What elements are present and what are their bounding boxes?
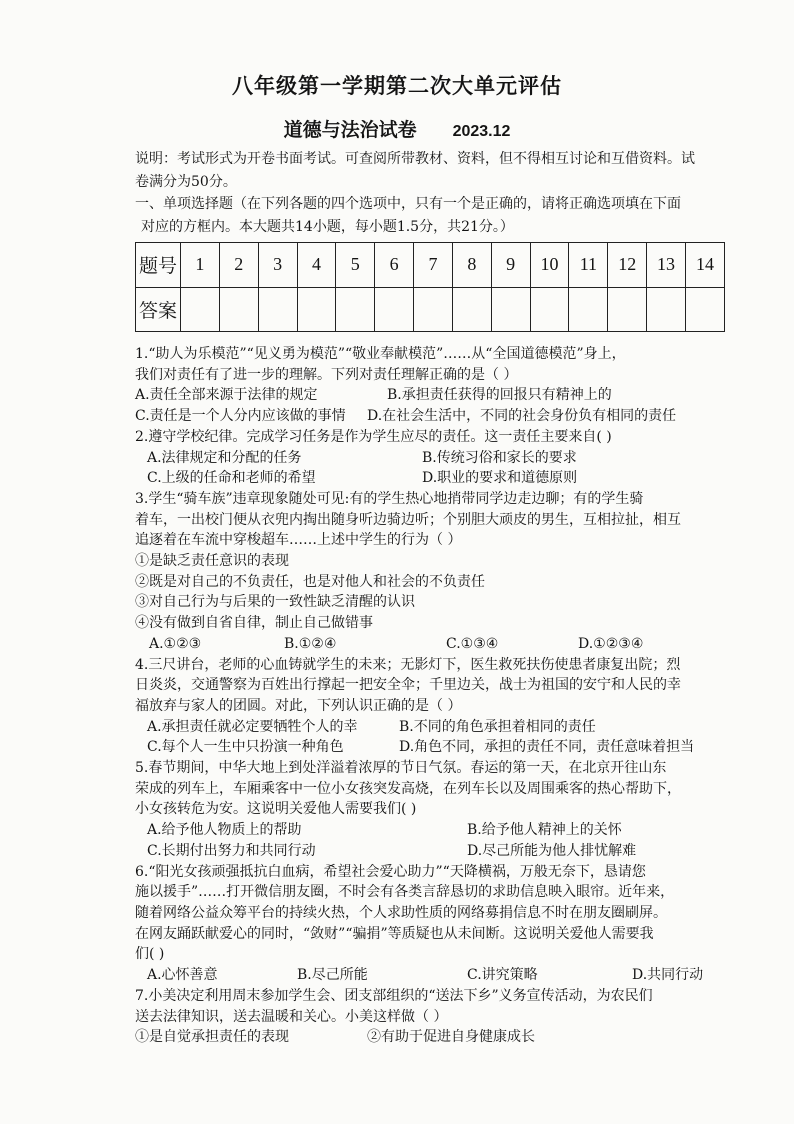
section-heading: 一、单项选择题（在下列各题的四个选项中，只有一个是正确的，请将正确选项填在下面 bbox=[135, 196, 681, 212]
question-3-option-d: D.①②③④ bbox=[578, 635, 644, 652]
question-3-options-row bbox=[135, 634, 735, 655]
question-6-stem: 施以援手”……打开微信朋友圈，不时会有各类言辞恳切的求助信息映入眼帘。近年来， bbox=[135, 884, 675, 901]
question-7-statement: ②有助于促进自身健康成长 bbox=[367, 1029, 535, 1046]
question-5-option-a: A.给予他人物质上的帮助 bbox=[147, 822, 302, 839]
question-number-cell: 1 bbox=[181, 243, 220, 288]
answer-cell[interactable] bbox=[258, 287, 297, 332]
question-2-option-a: A.法律规定和分配的任务 bbox=[147, 449, 302, 466]
section-heading-cont: 对应的方框内。本大题共14小题，每小题1.5分，共21分。） bbox=[141, 218, 514, 235]
question-6-stem: 6.“阳光女孩顽强抵抗白血病，希望社会爱心助力”“天降横祸，万般无奈下，恳请您 bbox=[135, 863, 646, 880]
question-2-options-row bbox=[135, 448, 735, 469]
question-4-option-b: B.不同的角色承担着相同的责任 bbox=[399, 718, 596, 735]
question-4-options-row bbox=[135, 737, 735, 758]
question-6-option-a: A.心怀善意 bbox=[147, 967, 218, 984]
subject-title: 道德与法治试卷 bbox=[283, 119, 417, 141]
question-number-cell: 7 bbox=[414, 243, 453, 288]
question-number-cell: 8 bbox=[452, 243, 491, 288]
question-5-options-row bbox=[135, 841, 735, 862]
question-2-options-row bbox=[135, 468, 735, 489]
question-1-option-b: B.承担责任获得的回报只有精神上的 bbox=[387, 387, 612, 404]
question-7-statements-row bbox=[135, 1027, 735, 1048]
question-6-stem: 随着网络公益众筹平台的持续火热，个人求助性质的网络募捐信息不时在朋友圈刷屏。 bbox=[135, 904, 667, 921]
question-6-option-b: B.尽己所能 bbox=[297, 967, 368, 984]
question-5-stem: 小女孩转危为安。这说明关爱他人需要我们( ) bbox=[135, 801, 417, 818]
question-3-statement: ③对自己行为与后果的一致性缺乏清醒的认识 bbox=[135, 594, 415, 611]
question-number-cell: 13 bbox=[647, 243, 686, 288]
question-4-stem: 福放弃与家人的团圆。对此，下列认识正确的是（ ） bbox=[135, 697, 462, 714]
question-5-option-c: C.长期付出努力和共同行动 bbox=[147, 842, 316, 859]
question-1-option-d: D.在社会生活中，不同的社会身份负有相同的责任 bbox=[367, 408, 677, 425]
question-3-option-a: A.①②③ bbox=[149, 635, 202, 652]
question-number-cell: 2 bbox=[219, 243, 258, 288]
answer-cell[interactable] bbox=[608, 287, 647, 332]
answer-cell[interactable] bbox=[685, 287, 724, 332]
answer-cell[interactable] bbox=[452, 287, 491, 332]
question-6-options-row bbox=[135, 965, 735, 986]
question-6-option-d: D.共同行动 bbox=[632, 967, 704, 984]
question-1-option-a: A.责任全部来源于法律的规定 bbox=[135, 387, 318, 404]
question-7-stem: 7.小美决定利用周末参加学生会、团支部组织的“送法下乡”义务宣传活动，为农民们 bbox=[135, 987, 653, 1004]
question-6-option-c: C.讲究策略 bbox=[467, 967, 538, 984]
instructions bbox=[135, 148, 725, 238]
question-3-stem: 追逐着在车流中穿梭超车……上述中学生的行为（ ） bbox=[135, 532, 462, 549]
question-number-cell: 5 bbox=[336, 243, 375, 288]
question-number-cell: 3 bbox=[258, 243, 297, 288]
question-7-stem: 送去法律知识，送去温暖和关心。小美这样做（ ） bbox=[135, 1008, 448, 1025]
question-5-stem: 5.春节期间，中华大地上到处洋溢着浓厚的节日气氛。春运的第一天，在北京开往山东 bbox=[135, 760, 667, 777]
question-3-stem: 3.学生“骑车族”违章现象随处可见:有的学生热心地捎带同学边走边聊；有的学生骑 bbox=[135, 490, 644, 507]
questions bbox=[135, 344, 735, 1048]
answer-cell[interactable] bbox=[530, 287, 569, 332]
question-4-stem: 日炎炎，交通警察为百姓出行撑起一把安全伞；千里边关，战士为祖国的安宁和人民的幸 bbox=[135, 677, 681, 694]
question-4-option-c: C.每个人一生中只扮演一种角色 bbox=[147, 739, 344, 756]
answer-cell[interactable] bbox=[219, 287, 258, 332]
question-5-option-d: D.尽己所能为他人排忧解难 bbox=[467, 842, 637, 859]
answer-cell[interactable] bbox=[491, 287, 530, 332]
question-3-option-b: B.①②④ bbox=[284, 635, 337, 652]
question-1-options-row bbox=[135, 385, 735, 406]
question-number-cell: 6 bbox=[375, 243, 414, 288]
answer-table-number-row bbox=[136, 243, 725, 288]
question-5-stem: 荣成的列车上，车厢乘客中一位小女孩突发高烧，在列车长以及周围乘客的热心帮助下， bbox=[135, 780, 681, 797]
instruction-line: 卷满分为50分。 bbox=[135, 173, 237, 190]
question-1-options-row bbox=[135, 406, 735, 427]
exam-title: 八年级第一学期第二次大单元评估 bbox=[232, 73, 562, 98]
question-2-stem: 2.遵守学校纪律。完成学习任务是作为学生应尽的责任。这一责任主要来自( ) bbox=[135, 428, 612, 445]
answer-cell[interactable] bbox=[336, 287, 375, 332]
answer-cell[interactable] bbox=[181, 287, 220, 332]
question-7-statement: ①是自觉承担责任的表现 bbox=[135, 1029, 289, 1046]
question-4-stem: 4.三尺讲台，老师的心血铸就学生的未来；无影灯下，医生救死扶伤使患者康复出院；烈 bbox=[135, 656, 681, 673]
exam-subtitle bbox=[0, 115, 794, 142]
answer-table bbox=[135, 242, 725, 332]
answer-cell[interactable] bbox=[414, 287, 453, 332]
question-3-stem: 着车，一出校门便从衣兜内掏出随身听边骑边听；个别胆大顽皮的男生，互相拉扯，相互 bbox=[135, 511, 681, 528]
question-3-option-c: C.①③④ bbox=[446, 635, 499, 652]
answer-table-answer-row bbox=[136, 287, 725, 332]
question-2-option-b: B.传统习俗和家长的要求 bbox=[422, 449, 577, 466]
answer-cell[interactable] bbox=[647, 287, 686, 332]
row-label-answer: 答案 bbox=[136, 287, 181, 332]
question-number-cell: 14 bbox=[685, 243, 724, 288]
question-number-cell: 4 bbox=[297, 243, 336, 288]
answer-cell[interactable] bbox=[297, 287, 336, 332]
question-4-option-a: A.承担责任就必定要牺牲个人的幸 bbox=[147, 718, 358, 735]
row-label-number: 题号 bbox=[136, 243, 181, 288]
question-3-statement: ④没有做到自省自律，制止自己做错事 bbox=[135, 615, 373, 632]
question-2-option-d: D.职业的要求和道德原则 bbox=[422, 470, 578, 487]
question-4-option-d: D.角色不同，承担的责任不同，责任意味着担当 bbox=[399, 739, 695, 756]
question-6-stem: 们( ) bbox=[135, 946, 165, 963]
question-4-options-row bbox=[135, 717, 735, 738]
question-number-cell: 10 bbox=[530, 243, 569, 288]
answer-cell[interactable] bbox=[569, 287, 608, 332]
question-1-option-c: C.责任是一个人分内应该做的事情 bbox=[135, 408, 346, 425]
instruction-line: 说明：考试形式为开卷书面考试。可查阅所带教材、资料，但不得相互讨论和互借资料。试 bbox=[135, 151, 695, 167]
question-6-stem: 在网友踊跃献爱心的同时，“敛财”“骗捐”等质疑也从未间断。这说明关爱他人需要我 bbox=[135, 925, 654, 942]
exam-date: 2023.12 bbox=[452, 123, 511, 140]
question-number-cell: 11 bbox=[569, 243, 608, 288]
question-1-stem: 我们对责任有了进一步的理解。下列对责任理解正确的是（ ） bbox=[135, 366, 518, 383]
answer-cell[interactable] bbox=[375, 287, 414, 332]
question-5-options-row bbox=[135, 820, 735, 841]
question-3-statement: ②既是对自己的不负责任，也是对他人和社会的不负责任 bbox=[135, 573, 485, 590]
question-5-option-b: B.给予他人精神上的关怀 bbox=[467, 822, 622, 839]
question-1-stem: 1.“助人为乐模范”“见义勇为模范”“敬业奉献模范”……从“全国道德模范”身上， bbox=[135, 346, 626, 362]
question-number-cell: 12 bbox=[608, 243, 647, 288]
question-3-statement: ①是缺乏责任意识的表现 bbox=[135, 553, 289, 570]
question-number-cell: 9 bbox=[491, 243, 530, 288]
question-2-option-c: C.上级的任命和老师的希望 bbox=[147, 470, 316, 487]
